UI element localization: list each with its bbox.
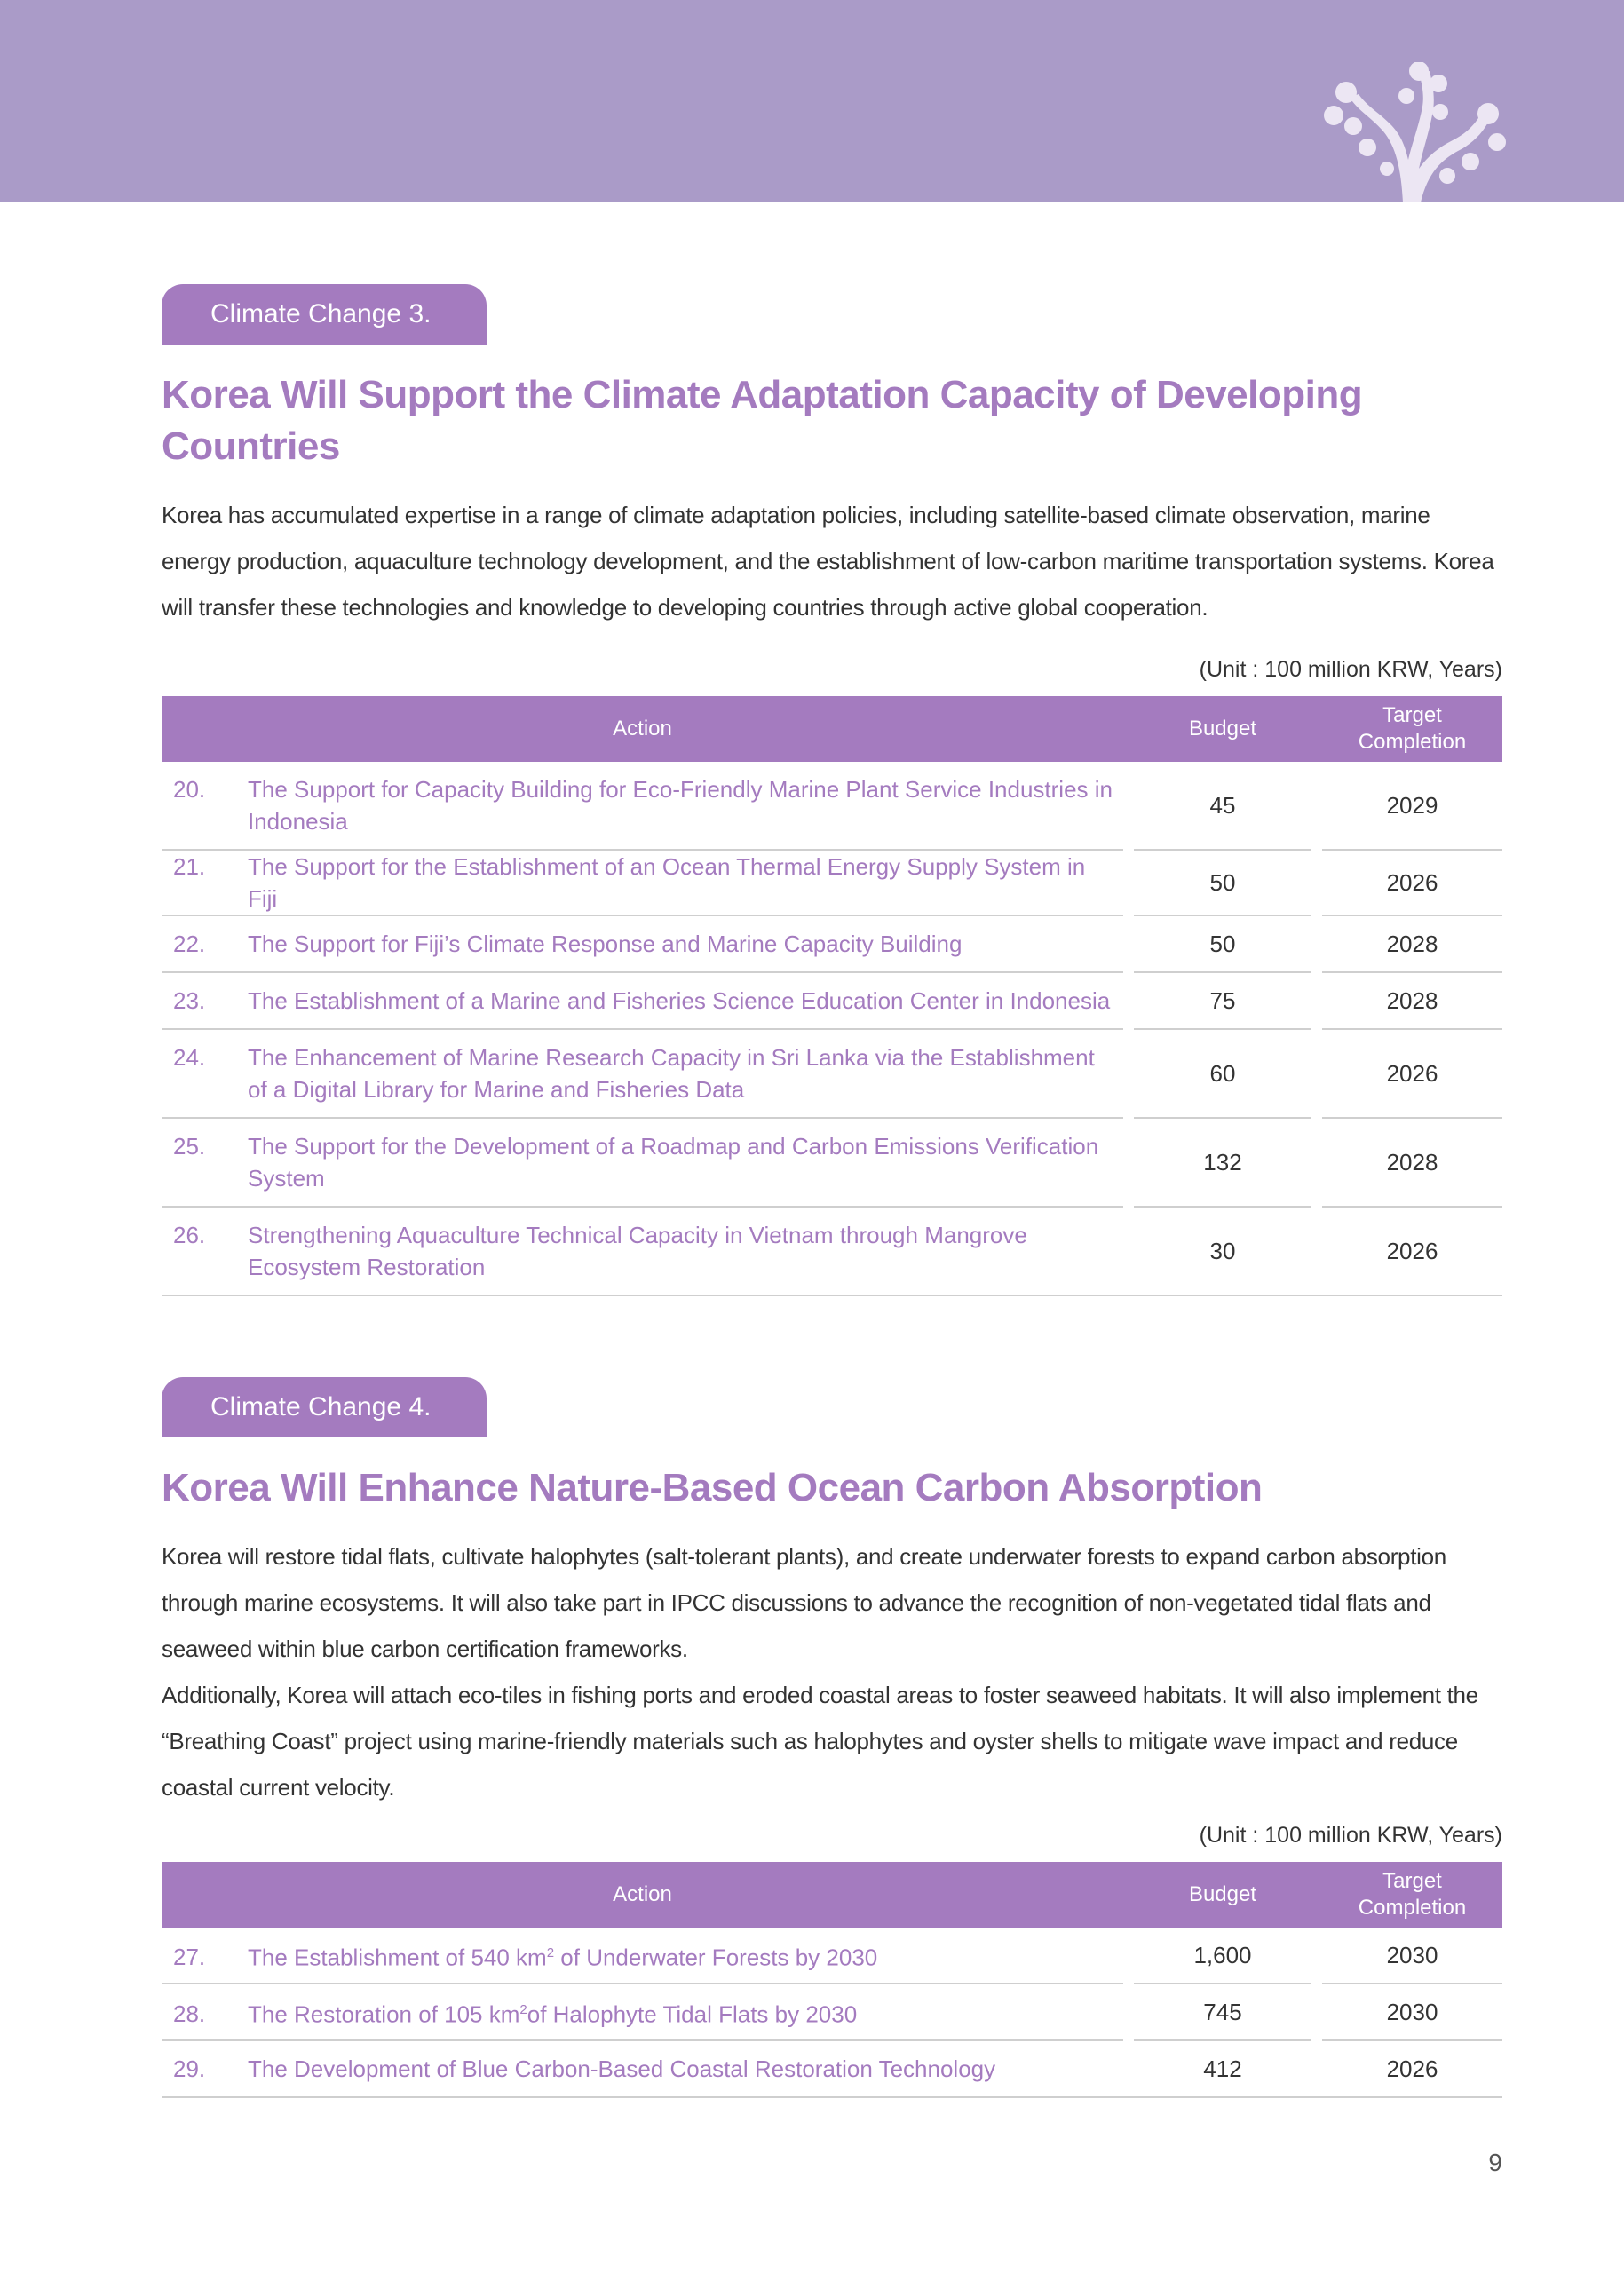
section-title: Korea Will Enhance Nature-Based Ocean Carbon Absorption [162, 1466, 1263, 1509]
section-climate-change-4 [162, 1377, 1502, 2098]
table-row: 22. The Support for Fiji’s Climate Response and Marine Capacity Building 50 2028 [162, 916, 1502, 973]
action-table [162, 1862, 1502, 2098]
header-budget: Budget [1134, 1862, 1311, 1928]
table-row: 23. The Establishment of a Marine and Fisheries Science Education Center in Indonesia 75 2028 [162, 973, 1502, 1030]
unit-note: (Unit : 100 million KRW, Years) [1199, 1823, 1502, 1848]
header-action: Action [162, 1862, 1123, 1928]
header-band [0, 0, 1624, 202]
section-body: Korea has accumulated expertise in a range of climate adaptation policies, including satellite-based climate observation, marine energy production, aquaculture technology development, and the establishment of low-carbon maritime transportation systems. Korea will transfer these technologies and knowledge to developing countries through active global cooperation. [162, 502, 1494, 621]
section-tag: Climate Change 4. [162, 1377, 487, 1437]
section-body: Korea will restore tidal flats, cultivate halophytes (salt-tolerant plants), and create underwater forests to expand carbon absorption through marine ecosystems. It will also take part in IPCC discussions to advance the recognition of non-vegetated tidal flats and seaweed within blue carbon certification frameworks. [162, 1543, 1446, 1662]
header-target-completion: Target Completion [1322, 696, 1502, 762]
table-row: 28. The Restoration of 105 $km^2of$ Halophyte Tidal Flats by 2030 745 2030 [162, 1984, 1502, 2041]
table-row: 26. Strengthening Aquaculture Technical Capacity in Vietnam through Mangrove Ecosystem Restoration 30 2026 [162, 1208, 1502, 1296]
table-header-row [162, 1862, 1502, 1928]
section-body: Additionally, Korea will attach eco-tiles in fishing ports and eroded coastal areas to foster seaweed habitats. It will also implement the “Breathing Coast” project using marine-friendly materials such as halophytes and oyster shells to mitigate wave impact and reduce coastal current velocity. [162, 1682, 1478, 1801]
table-row: 25. The Support for the Development of a Roadmap and Carbon Emissions Verification System 132 2028 [162, 1119, 1502, 1208]
section-title: Korea Will Support the Climate Adaptation Capacity of Developing Countries [162, 373, 1363, 468]
page-number: 9 [1488, 2149, 1502, 2176]
table-row: 21. The Support for the Establishment of an Ocean Thermal Energy Supply System in Fiji 50 2026 [162, 851, 1502, 916]
header-target-completion: Target Completion [1322, 1862, 1502, 1928]
table-row: 29. The Development of Blue Carbon-Based Coastal Restoration Technology 412 2026 [162, 2041, 1502, 2098]
unit-note: (Unit : 100 million KRW, Years) [1199, 657, 1502, 682]
action-table [162, 696, 1502, 1296]
section-climate-change-3 [162, 284, 1502, 1296]
section-tag: Climate Change 3. [162, 284, 487, 345]
table-row: 20. The Support for Capacity Building for Eco-Friendly Marine Plant Service Industries in Indonesia 45 2029 [162, 762, 1502, 851]
table-row: 27. The Establishment of 540 $km^2$ of Underwater Forests by 2030 1,600 2030 [162, 1928, 1502, 1984]
header-budget: Budget [1134, 696, 1311, 762]
header-action: Action [162, 696, 1123, 762]
table-header-row [162, 696, 1502, 762]
coral-icon [1314, 62, 1509, 202]
table-row: 24. The Enhancement of Marine Research Capacity in Sri Lanka via the Establishment of a Digital Library for Marine and Fisheries Data 60 2026 [162, 1030, 1502, 1119]
